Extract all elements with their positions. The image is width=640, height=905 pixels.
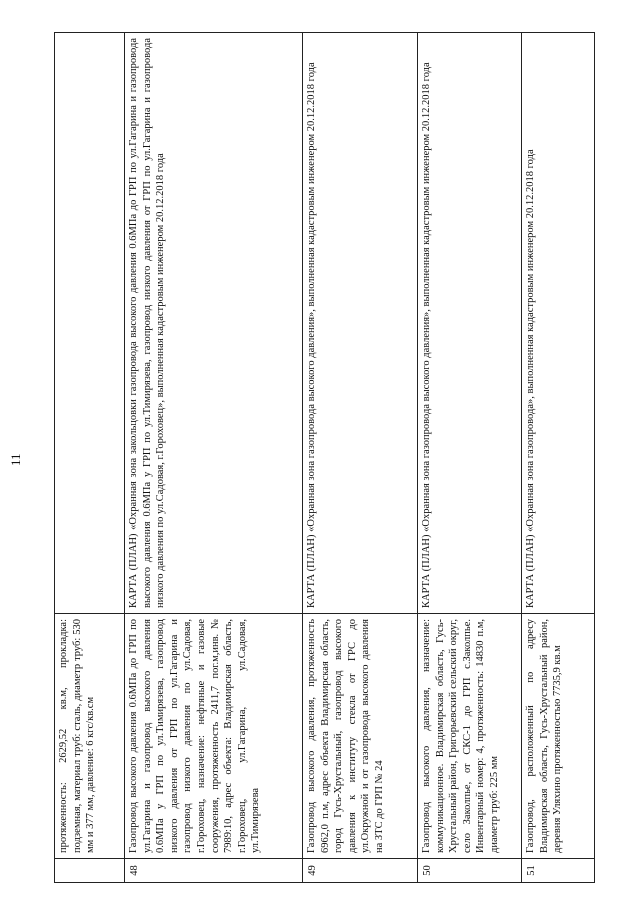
document-description: КАРТА (ПЛАН) «Охранная зона газопровода», выполненная кадастровым инженером 20.12.2018 года bbox=[522, 33, 595, 614]
row-number bbox=[55, 859, 125, 883]
rotated-table-wrapper bbox=[54, 33, 594, 883]
object-description: Газопровод высокого давления 0.6МПа до ГРП по ул.Гагарина и газопровод высокого давления 0.6МПа у ГРП по ул.Тимирязева, газопровод низкого давления от ГРП по ул.Гагарина и газопровод низкого давления по ул.Садовая, г.Гороховец, назначение: нефтяные и газовые сооружения, протяженность 2411,7 пог.м,инв.№ 7989:10, адрес объекта: Владимирская область, г.Гороховец, ул.Гагарина, ул.Садовая, ул.Тимирязева bbox=[125, 614, 303, 859]
object-description: протяженность: 2629,52 кв.м, прокладка: подземная, материал труб: сталь, диаметр труб: 530 мм и 377 мм, давление: 6 кгс/кв.см bbox=[55, 614, 125, 859]
document-description: КАРТА (ПЛАН) «Охранная зона газопровода высокого давления», выполненная кадастровым инженером 20.12.2018 года bbox=[303, 33, 418, 614]
row-number: 49 bbox=[303, 859, 418, 883]
object-description: Газопровод высокого давления, протяженность 6962,0 п.м, адрес объекта Владимирская область, город Гусь-Хрустальный, газопровод высокого давления к институту стекла от ГРС до ул.Окружной и от газопровода высокого давления на ЗТС до ГРП № 24 bbox=[303, 614, 418, 859]
table-row bbox=[55, 33, 125, 883]
objects-table bbox=[54, 32, 595, 883]
object-description: Газопровод высокого давления, назначение: коммуникационное. Владимирская область, Гусь-Хрустальный район, Григорьевский сельский округ, село Заколпье, от СКС-1 до ГРП с.Заколпье. Инвентарный номер: 4, протяженность: 14830 п.м, диаметр труб: 225 мм bbox=[418, 614, 522, 859]
object-description: Газопровод, расположенный по адресу Владимирская область, Гусь-Хрустальный район, деревня Уляхино протяженностью 7735,9 кв.м bbox=[522, 614, 595, 859]
document-description: КАРТА (ПЛАН) «Охранная зона закольцовки газопровода высокого давления 0.6МПа до ГРП по ул.Гагарина и газопровода высокого давления 0.6МПа у ГРП по ул.Тимирязева, газопровод низкого давления от ГРП по ул.Гагарина и газопровода низкого давления по ул.Садовая, г.Гороховец», выполненная кадастровым инженером 20.12.2018 года bbox=[125, 33, 303, 614]
document-description bbox=[55, 33, 125, 614]
table-row bbox=[418, 33, 522, 883]
row-number: 51 bbox=[522, 859, 595, 883]
row-number: 48 bbox=[125, 859, 303, 883]
row-number: 50 bbox=[418, 859, 522, 883]
page-number: 11 bbox=[8, 453, 23, 466]
table-row bbox=[303, 33, 418, 883]
table-row bbox=[522, 33, 595, 883]
document-description: КАРТА (ПЛАН) «Охранная зона газопровода высокого давления», выполненная кадастровым инженером 20.12.2018 года bbox=[418, 33, 522, 614]
table-row bbox=[125, 33, 303, 883]
